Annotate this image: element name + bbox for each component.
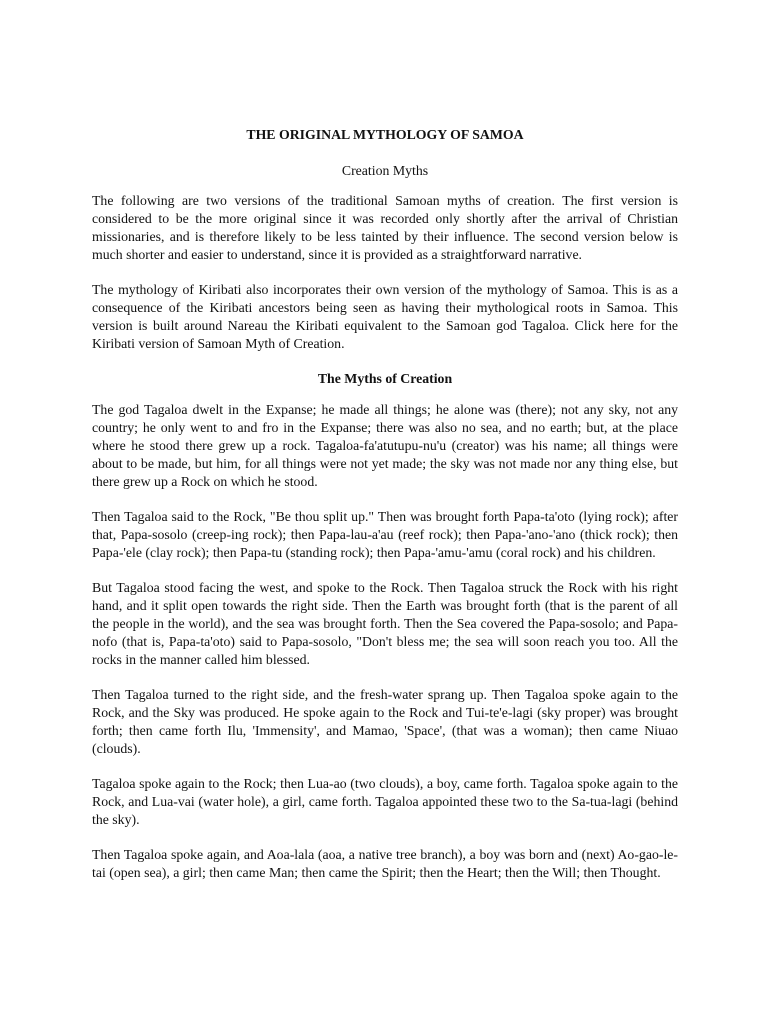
document-page: [92, 126, 678, 899]
document-subtitle: Creation Myths: [341, 163, 429, 178]
intro-paragraph: The mythology of Kiribati also incorporates their own version of the mythology of Samoa. This is as a consequence of the Kiribati ancestors being seen as having their mythological roots in Samoa. This version is built around Nareau the Kiribati equivalent to the Samoan god Tagaloa. Click here for the Kiribati version of Samoan Myth of Creation.: [92, 282, 678, 351]
body-paragraph: Then Tagaloa turned to the right side, and the fresh-water sprang up. Then Tagaloa spoke again to the Rock, and the Sky was produced. He spoke again to the Rock and Tui-te'e-lagi (sky proper) was brought forth; then came forth Ilu, 'Immensity', and Mamao, 'Space', (that was a woman); then came Niuao (clouds).: [92, 687, 678, 756]
body-paragraph: But Tagaloa stood facing the west, and spoke to the Rock. Then Tagaloa struck the Rock with his right hand, and it split open towards the right side. Then the Earth was brought forth (that is the parent of all the people in the world), and the sea was brought forth. Then the Sea covered the Papa-sosolo; and Papa-nofo (that is, Papa-ta'oto) said to Papa-sosolo, "Don't bless me; the sea will soon reach you too. All the rocks in the manner called him blessed.: [92, 580, 678, 667]
body-paragraph: The god Tagaloa dwelt in the Expanse; he made all things; he alone was (there); not any sky, not any country; he only went to and fro in the Expanse; there was also no sea, and no earth; but, at the place where he stood there grew up a rock. Tagaloa-fa'atutupu-nu'u (creator) was his name; all things were about to be made, but him, for all things were not yet made; the sky was not made nor any thing else, but there grew up a Rock on which he stood.: [92, 402, 678, 489]
body-paragraph: Then Tagaloa said to the Rock, "Be thou split up." Then was brought forth Papa-ta'oto (lying rock); after that, Papa-sosolo (creep-ing rock); then Papa-lau-a'au (reef rock); then Papa-'ano-'ano (thick rock); then Papa-'ele (clay rock); then Papa-tu (standing rock); then Papa-'amu-'amu (coral rock) and his children.: [92, 509, 678, 560]
document-title: THE ORIGINAL MYTHOLOGY OF SAMOA: [246, 127, 524, 142]
section-heading: The Myths of Creation: [317, 371, 453, 386]
intro-paragraph: The following are two versions of the traditional Samoan myths of creation. The first version is considered to be the more original since it was recorded only shortly after the arrival of Christian missionaries, and is therefore likely to be less tainted by their influence. The second version below is much shorter and easier to understand, since it is provided as a straightforward narrative.: [92, 193, 678, 262]
body-paragraph: Tagaloa spoke again to the Rock; then Lua-ao (two clouds), a boy, came forth. Tagaloa spoke again to the Rock, and Lua-vai (water hole), a girl, came forth. Tagaloa appointed these two to the Sa-tua-lagi (behind the sky).: [92, 776, 678, 827]
body-paragraph: Then Tagaloa spoke again, and Aoa-lala (aoa, a native tree branch), a boy was born and (next) Ao-gao-le-tai (open sea), a girl; then came Man; then came the Spirit; then the Heart; then the Will; then Thought.: [92, 847, 678, 880]
